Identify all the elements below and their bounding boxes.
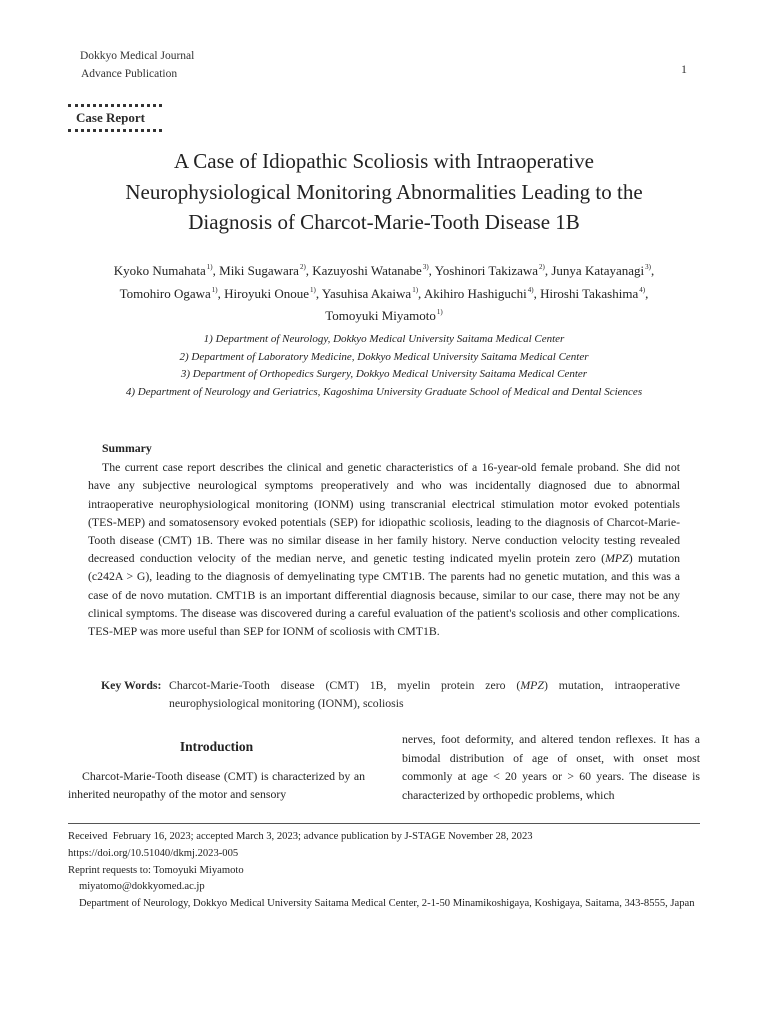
- author-separator: ,: [533, 285, 541, 301]
- page-number: 1: [681, 62, 687, 76]
- author-affiliation-mark: 1): [211, 285, 218, 294]
- author-affiliation-mark: 3): [645, 263, 651, 271]
- journal-name: Dokkyo Medical Journal: [80, 50, 195, 62]
- author-separator: ,: [544, 263, 552, 278]
- affiliation-item: 2) Department of Laboratory Medicine, Dokkyo Medical University Saitama Medical Center: [179, 350, 589, 363]
- author-separator: ,: [212, 263, 220, 278]
- author-separator: ,: [645, 285, 649, 301]
- summary-heading: Summary: [102, 441, 152, 455]
- footnote-divider: [68, 823, 700, 824]
- author-affiliation-mark: 1): [206, 263, 213, 271]
- author-separator: ,: [315, 285, 322, 301]
- title-line: Diagnosis of Charcot-Marie-Tooth Disease 1B: [188, 210, 580, 234]
- introduction-paragraph: Charcot-Marie-Tooth disease (CMT) is characterized by an inherited neuropathy of the motor and sensory: [68, 768, 365, 802]
- author-affiliation-mark: 2): [539, 263, 545, 271]
- summary-paragraph: [88, 458, 680, 640]
- author-line: [60, 258, 708, 281]
- publication-status: Advance Publication: [81, 68, 178, 80]
- author-affiliation-mark: 4): [527, 285, 534, 294]
- article-title: [60, 146, 708, 238]
- doi-link[interactable]: https://doi.org/10.51040/dkmj.2023-005: [68, 847, 239, 859]
- author-separator: ,: [305, 263, 313, 278]
- introduction-heading: Introduction: [179, 739, 254, 754]
- keywords-section: [101, 676, 680, 712]
- author-separator: ,: [418, 285, 424, 301]
- author-affiliation-mark: 4): [639, 285, 646, 294]
- author-name: Junya Katayanagi: [551, 263, 645, 278]
- author-name: Hiroyuki Onoue: [224, 285, 309, 301]
- author-separator: ,: [651, 263, 655, 278]
- contact-email[interactable]: miyatomo@dokkyomed.ac.jp: [79, 881, 205, 893]
- author-name: Akihiro Hashiguchi: [423, 285, 527, 301]
- contact-address: Department of Neurology, Dokkyo Medical University Saitama Medical Center, 2-1-50 Minamikoshigaya, Koshigaya, Saitama, 343-8555, Japan: [79, 898, 695, 910]
- author-line: [60, 303, 708, 326]
- article-type-label: Case Report: [76, 110, 145, 125]
- body-column-left: [68, 738, 365, 804]
- author-separator: ,: [217, 285, 225, 301]
- affiliation-item: 1) Department of Neurology, Dokkyo Medical University Saitama Medical Center: [203, 333, 565, 345]
- title-line: Neurophysiological Monitoring Abnormalities Leading to the: [125, 179, 643, 204]
- author-name: Tomohiro Ogawa: [119, 285, 211, 301]
- author-list: [60, 258, 708, 326]
- keywords-text-part: Charcot-Marie-Tooth disease (CMT) 1B, myelin protein zero (: [169, 678, 521, 692]
- author-affiliation-mark: 1): [436, 308, 443, 316]
- author-name: Kazuyoshi Watanabe: [312, 263, 422, 278]
- author-name: Yoshinori Takizawa: [434, 263, 539, 278]
- affiliation-item: 3) Department of Orthopedics Surgery, Dokkyo Medical University Saitama Medical Center: [180, 368, 588, 380]
- author-name: Yasuhisa Akaiwa: [321, 285, 412, 301]
- summary-section: [88, 439, 680, 640]
- keywords-text: [169, 676, 680, 712]
- author-affiliation-mark: 1): [412, 285, 419, 294]
- footnotes: [68, 829, 700, 913]
- reprint-requests: Reprint requests to: Tomoyuki Miyamoto: [68, 864, 244, 876]
- affiliation-list: [60, 331, 708, 401]
- summary-text-part: The current case report describes the clinical and genetic characteristics of a 16-year-old female proband. She did not have any subjective neurological symptoms preoperatively and who was incidentally diagnosed due to abnormal intraoperative neurophysiological monitoring (IONM) using transcranial electrical stimulation motor evoked potentials (TES-MEP) and somatosensory evoked potentials (SEP) for idiopathic scoliosis, leading to the diagnosis of Charcot-Marie-Tooth disease (CMT) 1B. There was no similar disease in her family history. Nerve conduction velocity testing revealed decreased conduction velocity of the median nerve, and genetic testing indicated myelin protein zero (: [88, 460, 680, 566]
- author-name: Kyoko Numahata: [113, 263, 206, 278]
- article-type-box: [68, 104, 162, 132]
- keywords-label: Key Words:: [101, 678, 162, 692]
- title-line: A Case of Idiopathic Scoliosis with Intraoperative: [174, 149, 594, 173]
- journal-header: [80, 47, 194, 83]
- author-affiliation-mark: 3): [422, 263, 429, 271]
- affiliation-item: 4) Department of Neurology and Geriatrics, Kagoshima University Graduate School of Medical and Dental Sciences: [125, 385, 643, 398]
- author-name: Tomoyuki Miyamoto: [325, 308, 436, 323]
- keywords-text-part: ) mutation, intraoperative neurophysiological monitoring (IONM), scoliosis: [169, 678, 680, 711]
- gene-name: MPZ: [520, 678, 544, 692]
- introduction-paragraph-continued: nerves, foot deformity, and altered tendon reflexes. It has a bimodal distribution of age of onset, with onset most commonly at age < 20 years or > 60 years. The disease is characterized by orthopedic problems, which: [402, 732, 700, 802]
- keywords-label-text: Key Words: [101, 678, 158, 692]
- summary-text-part: ) mutation (c242A > G), leading to the diagnosis of demyelinating type CMT1B. The parents had no genetic mutation, and this was a case of de novo mutation. CMT1B is an important differential diagnosis because, similar to our case, there may not be any clinical symptoms. The disease was discovered during a careful evaluation of the patient's scoliosis and other complications. TES-MEP was more useful than SEP for IONM of scoliosis with CMT1B.: [88, 551, 680, 639]
- author-separator: ,: [428, 263, 435, 278]
- received-dates: Received February 16, 2023; accepted March 3, 2023; advance publication by J-STAGE November 28, 2023: [68, 831, 533, 842]
- author-line: [60, 281, 708, 304]
- author-affiliation-mark: 1): [310, 285, 316, 294]
- dotted-rule-bottom: [68, 129, 162, 132]
- author-name: Hiroshi Takashima: [540, 285, 639, 301]
- author-affiliation-mark: 2): [299, 263, 306, 271]
- author-name: Miki Sugawara: [219, 263, 299, 278]
- body-column-right: [402, 730, 700, 804]
- gene-name: MPZ: [605, 551, 629, 566]
